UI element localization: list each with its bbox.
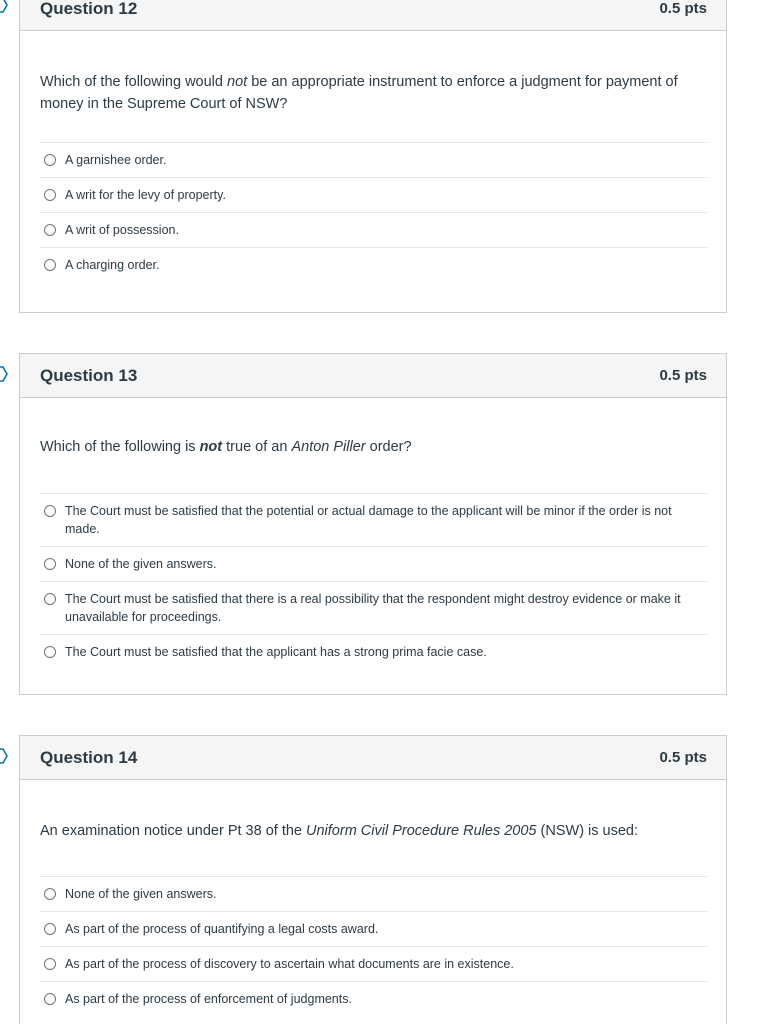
- answer-option[interactable]: As part of the process of enforcement of judgments.: [40, 982, 707, 1016]
- question-title: Question 14: [40, 747, 138, 767]
- answer-option[interactable]: None of the given answers.: [40, 547, 707, 582]
- question-12-card: [19, 0, 727, 313]
- flag-question-icon[interactable]: [0, 366, 9, 382]
- answer-option[interactable]: The Court must be satisfied that the potential or actual damage to the applicant will be minor if the order is not made.: [40, 494, 707, 547]
- flag-question-icon[interactable]: [0, 748, 9, 764]
- question-text: Which of the following would not be an appropriate instrument to enforce a judgment for payment of money in the Supreme Court of NSW?: [40, 74, 678, 112]
- question-14-card: [19, 735, 727, 1024]
- radio-button-icon[interactable]: [44, 993, 56, 1005]
- answer-option[interactable]: A writ for the levy of property.: [40, 178, 707, 213]
- radio-button-icon[interactable]: [44, 505, 56, 517]
- question-header: [20, 354, 726, 398]
- answer-list: [40, 142, 707, 282]
- question-points: 0.5 pts: [659, 0, 707, 17]
- question-header: [20, 736, 726, 780]
- radio-button-icon[interactable]: [44, 154, 56, 166]
- radio-button-icon[interactable]: [44, 189, 56, 201]
- question-points: 0.5 pts: [659, 367, 707, 384]
- answer-option[interactable]: The Court must be satisfied that the applicant has a strong prima facie case.: [40, 635, 707, 669]
- question-points: 0.5 pts: [659, 749, 707, 766]
- answer-option[interactable]: The Court must be satisfied that there is a real possibility that the respondent might destroy evidence or make it unavailable for proceedings.: [40, 582, 707, 635]
- answer-option[interactable]: None of the given answers.: [40, 877, 707, 912]
- radio-button-icon[interactable]: [44, 593, 56, 605]
- radio-button-icon[interactable]: [44, 923, 56, 935]
- answer-option[interactable]: As part of the process of discovery to ascertain what documents are in existence.: [40, 947, 707, 982]
- answer-option[interactable]: A charging order.: [40, 248, 707, 282]
- radio-button-icon[interactable]: [44, 558, 56, 570]
- question-header: [20, 0, 726, 31]
- radio-button-icon[interactable]: [44, 224, 56, 236]
- answer-option[interactable]: A garnishee order.: [40, 143, 707, 178]
- radio-button-icon[interactable]: [44, 888, 56, 900]
- radio-button-icon[interactable]: [44, 958, 56, 970]
- question-title: Question 13: [40, 365, 138, 385]
- question-text: Which of the following is not true of an Anton Piller order?: [40, 439, 412, 455]
- answer-option[interactable]: As part of the process of quantifying a legal costs award.: [40, 912, 707, 947]
- answer-list: [40, 876, 707, 1016]
- radio-button-icon[interactable]: [44, 259, 56, 271]
- question-text: An examination notice under Pt 38 of the Uniform Civil Procedure Rules 2005 (NSW) is used:: [40, 823, 639, 839]
- question-title: Question 12: [40, 0, 138, 18]
- radio-button-icon[interactable]: [44, 646, 56, 658]
- flag-question-icon[interactable]: [0, 0, 9, 13]
- answer-option[interactable]: A writ of possession.: [40, 213, 707, 248]
- answer-list: [40, 493, 707, 669]
- question-13-card: [19, 353, 727, 695]
